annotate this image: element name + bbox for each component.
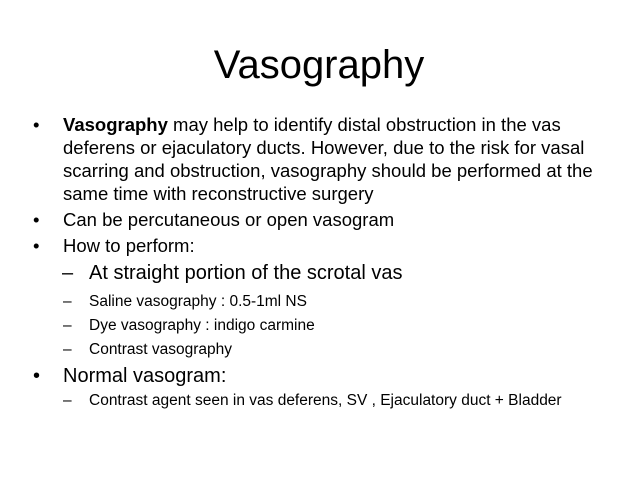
bullet-icon: • [33, 114, 40, 135]
sub-bullet-text: Contrast agent seen in vas deferens, SV , Ejaculatory duct + Bladder [89, 392, 562, 409]
bullet-text: How to perform: [63, 235, 195, 256]
dash-icon: – [63, 392, 72, 409]
sub-bullet-saline [30, 292, 620, 312]
sub-bullet-normal-findings [30, 391, 620, 411]
bullet-bold-term: Vasography [63, 114, 168, 135]
bullet-text: Can be percutaneous or open vasogram [63, 209, 395, 230]
dash-icon: – [63, 317, 72, 334]
sub-bullet-contrast [30, 340, 620, 360]
bullet-normal-vasogram [30, 364, 620, 388]
sub-bullet-text: Dye vasography : indigo carmine [89, 317, 315, 334]
slide-title: Vasography [213, 43, 425, 87]
dash-icon: – [63, 293, 72, 310]
sub-bullet-text: Contrast vasography [89, 341, 233, 358]
sub-bullet-text: At straight portion of the scrotal vas [89, 262, 403, 284]
bullet-approach [30, 208, 620, 231]
sub-bullet-text: Saline vasography : 0.5-1ml NS [89, 293, 307, 310]
sub-bullet-dye [30, 316, 620, 336]
bullet-text: may help to identify distal obstruction in the vas deferens or ejaculatory ducts. However, due to the risk for vasal scarring and obstruction, vasography should be performed at the same time with reconstructive surgery [63, 114, 593, 204]
dash-icon: – [63, 341, 72, 358]
bullet-how-to-perform [30, 234, 620, 257]
bullet-vasography-definition [30, 113, 620, 205]
bullet-text: Normal vasogram: [63, 365, 227, 387]
bullet-icon: • [33, 235, 40, 256]
dash-icon: – [62, 262, 74, 284]
bullet-icon: • [33, 365, 41, 387]
sub-bullet-location [30, 260, 620, 286]
slide-content [30, 113, 620, 415]
bullet-icon: • [33, 209, 40, 230]
